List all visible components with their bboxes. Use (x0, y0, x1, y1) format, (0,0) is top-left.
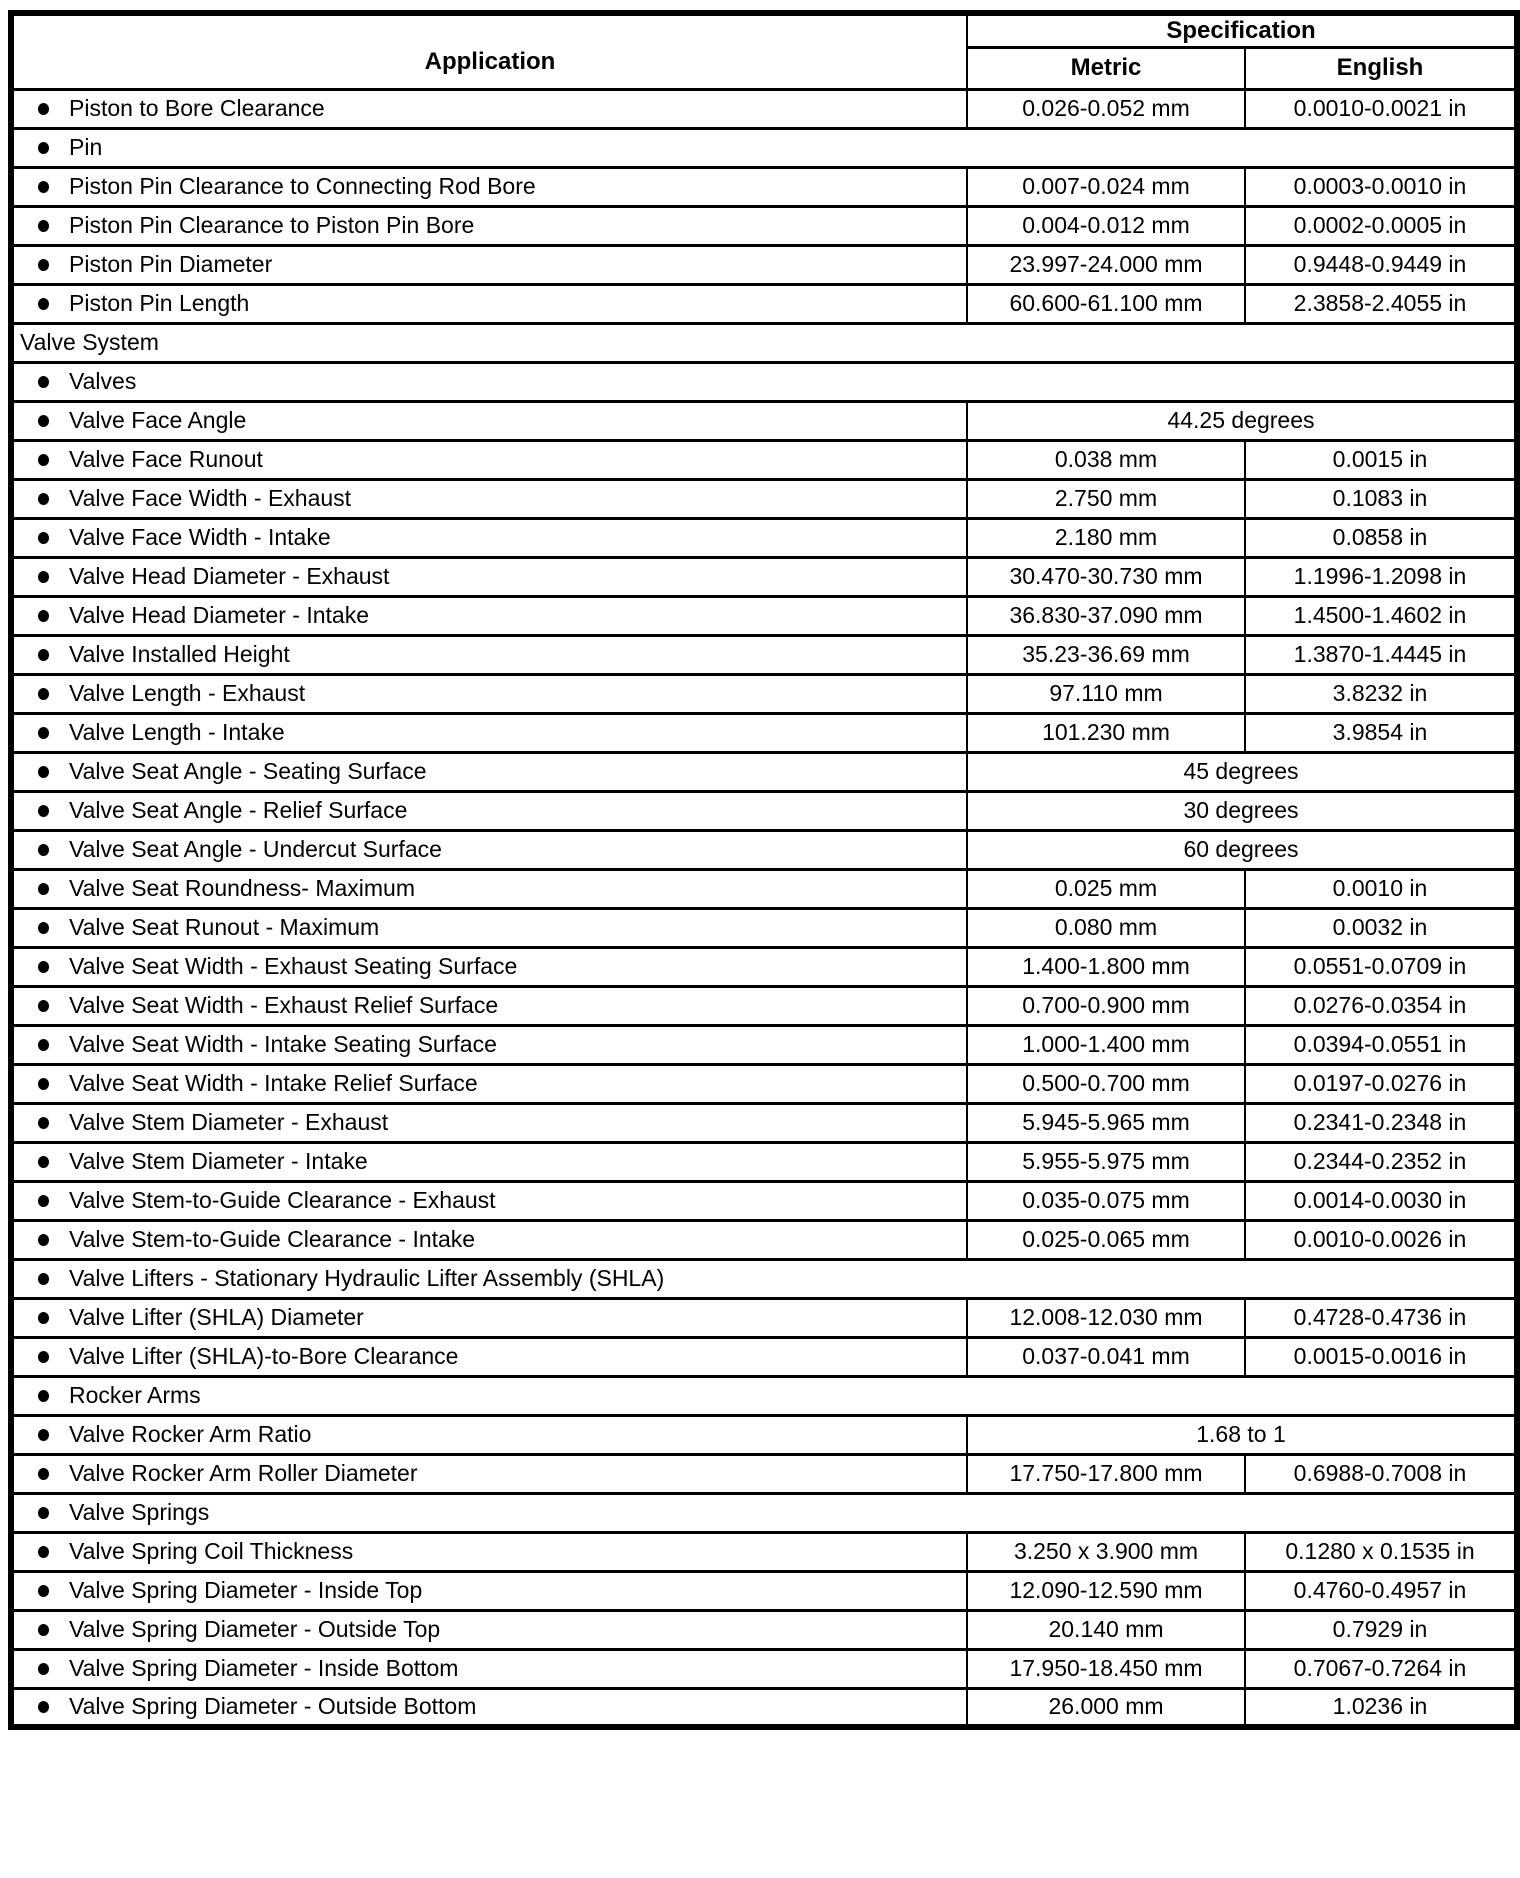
metric-value-cell: 0.700-0.900 mm (967, 986, 1245, 1025)
bullet-icon (38, 1624, 49, 1636)
table-row (11, 518, 1517, 557)
row-label: Valve Stem Diameter - Exhaust (69, 1109, 389, 1135)
metric-value-cell: 0.025-0.065 mm (967, 1220, 1245, 1259)
english-value-cell: 0.0032 in (1245, 908, 1517, 947)
metric-value-cell: 1.000-1.400 mm (967, 1025, 1245, 1064)
metric-column-header: Metric (967, 47, 1245, 89)
specification-table (8, 10, 1520, 1730)
bullet-icon (38, 1273, 49, 1285)
english-value-cell: 0.4760-0.4957 in (1245, 1571, 1517, 1610)
row-label: Piston to Bore Clearance (69, 95, 325, 121)
metric-value-cell: 12.008-12.030 mm (967, 1298, 1245, 1337)
bullet-icon (38, 1585, 49, 1597)
bullet-icon (38, 727, 49, 739)
bullet-icon (38, 454, 49, 466)
row-label: Valve Springs (69, 1499, 210, 1525)
bullet-icon (38, 883, 49, 895)
bullet-icon (38, 961, 49, 973)
specification-column-header: Specification (967, 13, 1517, 47)
metric-value-cell: 0.026-0.052 mm (967, 89, 1245, 128)
row-label: Valve System (20, 329, 159, 355)
table-row (11, 986, 1517, 1025)
spec-table-body (11, 89, 1517, 1727)
application-cell (11, 1493, 1517, 1532)
table-row (11, 596, 1517, 635)
metric-value-cell: 1.400-1.800 mm (967, 947, 1245, 986)
english-value-cell: 0.0002-0.0005 in (1245, 206, 1517, 245)
row-label: Valve Head Diameter - Exhaust (69, 563, 390, 589)
bullet-icon (38, 1546, 49, 1558)
metric-value-cell: 0.038 mm (967, 440, 1245, 479)
application-cell (11, 596, 967, 635)
bullet-icon (38, 1507, 49, 1519)
row-label: Valve Spring Coil Thickness (69, 1538, 354, 1564)
metric-value-cell: 23.997-24.000 mm (967, 245, 1245, 284)
row-label: Piston Pin Clearance to Connecting Rod Bore (69, 173, 536, 199)
application-cell (11, 1025, 967, 1064)
table-row (11, 830, 1517, 869)
merged-value-cell: 60 degrees (967, 830, 1517, 869)
bullet-icon (38, 259, 49, 271)
application-cell (11, 1064, 967, 1103)
row-label: Valve Installed Height (69, 641, 290, 667)
metric-value-cell: 17.750-17.800 mm (967, 1454, 1245, 1493)
bullet-icon (38, 610, 49, 622)
row-label: Valve Rocker Arm Ratio (69, 1421, 312, 1447)
bullet-icon (38, 376, 49, 388)
row-label: Valve Face Width - Intake (69, 524, 331, 550)
metric-value-cell: 97.110 mm (967, 674, 1245, 713)
row-label: Valve Lifters - Stationary Hydraulic Lifter Assembly (SHLA) (69, 1265, 665, 1291)
table-row (11, 674, 1517, 713)
bullet-icon (38, 1663, 49, 1675)
application-cell (11, 128, 1517, 167)
table-header (11, 13, 1517, 89)
metric-value-cell: 0.080 mm (967, 908, 1245, 947)
application-cell (11, 1220, 967, 1259)
table-row (11, 89, 1517, 128)
table-row (11, 479, 1517, 518)
row-label: Valve Stem-to-Guide Clearance - Intake (69, 1226, 476, 1252)
table-row (11, 245, 1517, 284)
application-cell (11, 1103, 967, 1142)
bullet-icon (38, 1390, 49, 1402)
bullet-icon (38, 103, 49, 115)
english-value-cell: 3.9854 in (1245, 713, 1517, 752)
application-cell (11, 830, 967, 869)
row-label: Valve Rocker Arm Roller Diameter (69, 1460, 418, 1486)
table-row (11, 713, 1517, 752)
row-label: Valve Seat Width - Exhaust Seating Surface (69, 953, 518, 979)
application-cell (11, 1415, 967, 1454)
bullet-icon (38, 1234, 49, 1246)
metric-value-cell: 20.140 mm (967, 1610, 1245, 1649)
section-row (11, 1493, 1517, 1532)
application-cell (11, 752, 967, 791)
row-label: Valve Face Width - Exhaust (69, 485, 352, 511)
application-cell (11, 557, 967, 596)
table-row (11, 284, 1517, 323)
row-label: Valve Stem-to-Guide Clearance - Exhaust (69, 1187, 496, 1213)
metric-value-cell: 0.025 mm (967, 869, 1245, 908)
application-cell (11, 713, 967, 752)
table-row (11, 1064, 1517, 1103)
row-label: Valves (69, 368, 137, 394)
bullet-icon (38, 1351, 49, 1363)
table-row (11, 440, 1517, 479)
table-row (11, 1454, 1517, 1493)
row-label: Valve Face Runout (69, 446, 263, 472)
bullet-icon (38, 1000, 49, 1012)
metric-value-cell: 101.230 mm (967, 713, 1245, 752)
bullet-icon (38, 298, 49, 310)
table-row (11, 1610, 1517, 1649)
application-cell (11, 986, 967, 1025)
bullet-icon (38, 766, 49, 778)
english-value-cell: 0.0015 in (1245, 440, 1517, 479)
application-cell (11, 1376, 1517, 1415)
bullet-icon (38, 1429, 49, 1441)
bullet-icon (38, 532, 49, 544)
metric-value-cell: 0.035-0.075 mm (967, 1181, 1245, 1220)
row-label: Piston Pin Clearance to Piston Pin Bore (69, 212, 475, 238)
application-cell (11, 401, 967, 440)
row-label: Valve Seat Angle - Relief Surface (69, 797, 408, 823)
metric-value-cell: 3.250 x 3.900 mm (967, 1532, 1245, 1571)
table-row (11, 1220, 1517, 1259)
section-row (11, 362, 1517, 401)
english-value-cell: 0.0010-0.0026 in (1245, 1220, 1517, 1259)
metric-value-cell: 0.004-0.012 mm (967, 206, 1245, 245)
application-cell (11, 869, 967, 908)
header-row-specification (11, 13, 1517, 47)
row-label: Valve Stem Diameter - Intake (69, 1148, 368, 1174)
application-cell (11, 674, 967, 713)
table-row (11, 1181, 1517, 1220)
row-label: Valve Seat Width - Intake Seating Surface (69, 1031, 497, 1057)
english-value-cell: 0.7929 in (1245, 1610, 1517, 1649)
english-value-cell: 0.0551-0.0709 in (1245, 947, 1517, 986)
bullet-icon (38, 220, 49, 232)
bullet-icon (38, 844, 49, 856)
metric-value-cell: 2.180 mm (967, 518, 1245, 557)
application-cell (11, 206, 967, 245)
english-value-cell: 0.0015-0.0016 in (1245, 1337, 1517, 1376)
section-row (11, 128, 1517, 167)
row-label: Valve Spring Diameter - Inside Bottom (69, 1655, 459, 1681)
bullet-icon (38, 181, 49, 193)
application-cell (11, 518, 967, 557)
application-cell (11, 635, 967, 674)
metric-value-cell: 2.750 mm (967, 479, 1245, 518)
application-cell (11, 167, 967, 206)
application-cell (11, 908, 967, 947)
application-cell (11, 1532, 967, 1571)
section-row (11, 323, 1517, 362)
metric-value-cell: 26.000 mm (967, 1688, 1245, 1727)
table-row (11, 1688, 1517, 1727)
application-cell (11, 1454, 967, 1493)
table-row (11, 791, 1517, 830)
table-row (11, 869, 1517, 908)
row-label: Valve Lifter (SHLA) Diameter (69, 1304, 364, 1330)
bullet-icon (38, 1078, 49, 1090)
table-row (11, 1025, 1517, 1064)
row-label: Pin (69, 134, 103, 160)
table-row (11, 167, 1517, 206)
bullet-icon (38, 649, 49, 661)
application-cell (11, 1337, 967, 1376)
english-value-cell: 3.8232 in (1245, 674, 1517, 713)
metric-value-cell: 0.037-0.041 mm (967, 1337, 1245, 1376)
merged-value-cell: 45 degrees (967, 752, 1517, 791)
merged-value-cell: 44.25 degrees (967, 401, 1517, 440)
application-cell (11, 791, 967, 830)
merged-value-cell: 1.68 to 1 (967, 1415, 1517, 1454)
table-row (11, 1337, 1517, 1376)
merged-value-cell: 30 degrees (967, 791, 1517, 830)
english-value-cell: 0.2341-0.2348 in (1245, 1103, 1517, 1142)
application-cell (11, 1298, 967, 1337)
english-value-cell: 0.1280 x 0.1535 in (1245, 1532, 1517, 1571)
row-label: Valve Seat Width - Intake Relief Surface (69, 1070, 478, 1096)
table-row (11, 1532, 1517, 1571)
application-cell (11, 479, 967, 518)
row-label: Valve Seat Width - Exhaust Relief Surface (69, 992, 499, 1018)
row-label: Valve Face Angle (69, 407, 247, 433)
application-column-header: Application (11, 13, 967, 89)
section-row (11, 1259, 1517, 1298)
metric-value-cell: 30.470-30.730 mm (967, 557, 1245, 596)
english-value-cell: 1.1996-1.2098 in (1245, 557, 1517, 596)
table-row (11, 635, 1517, 674)
row-label: Piston Pin Diameter (69, 251, 273, 277)
english-value-cell: 0.0197-0.0276 in (1245, 1064, 1517, 1103)
bullet-icon (38, 493, 49, 505)
metric-value-cell: 0.007-0.024 mm (967, 167, 1245, 206)
table-row (11, 1298, 1517, 1337)
row-label: Valve Seat Angle - Seating Surface (69, 758, 427, 784)
metric-value-cell: 12.090-12.590 mm (967, 1571, 1245, 1610)
english-value-cell: 0.9448-0.9449 in (1245, 245, 1517, 284)
application-cell (11, 1649, 967, 1688)
english-value-cell: 0.0858 in (1245, 518, 1517, 557)
english-value-cell: 0.0003-0.0010 in (1245, 167, 1517, 206)
english-value-cell: 2.3858-2.4055 in (1245, 284, 1517, 323)
metric-value-cell: 60.600-61.100 mm (967, 284, 1245, 323)
metric-value-cell: 5.945-5.965 mm (967, 1103, 1245, 1142)
metric-value-cell: 5.955-5.975 mm (967, 1142, 1245, 1181)
row-label: Valve Seat Runout - Maximum (69, 914, 380, 940)
metric-value-cell: 0.500-0.700 mm (967, 1064, 1245, 1103)
table-row (11, 206, 1517, 245)
metric-value-cell: 36.830-37.090 mm (967, 596, 1245, 635)
bullet-icon (38, 415, 49, 427)
row-label: Valve Seat Roundness- Maximum (69, 875, 415, 901)
row-label: Valve Seat Angle - Undercut Surface (69, 836, 442, 862)
table-row (11, 557, 1517, 596)
table-row (11, 1571, 1517, 1610)
application-cell (11, 1610, 967, 1649)
english-column-header: English (1245, 47, 1517, 89)
english-value-cell: 0.6988-0.7008 in (1245, 1454, 1517, 1493)
english-value-cell: 1.3870-1.4445 in (1245, 635, 1517, 674)
english-value-cell: 1.4500-1.4602 in (1245, 596, 1517, 635)
row-label: Valve Length - Exhaust (69, 680, 306, 706)
english-value-cell: 1.0236 in (1245, 1688, 1517, 1727)
english-value-cell: 0.1083 in (1245, 479, 1517, 518)
bullet-icon (38, 1195, 49, 1207)
english-value-cell: 0.2344-0.2352 in (1245, 1142, 1517, 1181)
bullet-icon (38, 1468, 49, 1480)
table-row (11, 908, 1517, 947)
application-cell (11, 89, 967, 128)
application-cell (11, 440, 967, 479)
english-value-cell: 0.4728-0.4736 in (1245, 1298, 1517, 1337)
table-row (11, 752, 1517, 791)
english-value-cell: 0.0276-0.0354 in (1245, 986, 1517, 1025)
application-cell (11, 284, 967, 323)
bullet-icon (38, 571, 49, 583)
bullet-icon (38, 1117, 49, 1129)
row-label: Piston Pin Length (69, 290, 250, 316)
bullet-icon (38, 142, 49, 154)
row-label: Valve Length - Intake (69, 719, 285, 745)
table-row (11, 1103, 1517, 1142)
bullet-icon (38, 1701, 49, 1713)
application-cell (11, 1259, 1517, 1298)
english-value-cell: 0.0010 in (1245, 869, 1517, 908)
section-row (11, 1376, 1517, 1415)
application-cell (11, 1688, 967, 1727)
english-value-cell: 0.7067-0.7264 in (1245, 1649, 1517, 1688)
row-label: Rocker Arms (69, 1382, 201, 1408)
bullet-icon (38, 1156, 49, 1168)
table-row (11, 1649, 1517, 1688)
metric-value-cell: 17.950-18.450 mm (967, 1649, 1245, 1688)
row-label: Valve Lifter (SHLA)-to-Bore Clearance (69, 1343, 459, 1369)
bullet-icon (38, 688, 49, 700)
application-cell (11, 1181, 967, 1220)
row-label: Valve Head Diameter - Intake (69, 602, 369, 628)
metric-value-cell: 35.23-36.69 mm (967, 635, 1245, 674)
application-cell (11, 1142, 967, 1181)
bullet-icon (38, 922, 49, 934)
application-cell (11, 362, 1517, 401)
row-label: Valve Spring Diameter - Outside Top (69, 1616, 441, 1642)
row-label: Valve Spring Diameter - Inside Top (69, 1577, 423, 1603)
table-row (11, 947, 1517, 986)
row-label: Valve Spring Diameter - Outside Bottom (69, 1693, 477, 1720)
bullet-icon (38, 805, 49, 817)
bullet-icon (38, 1039, 49, 1051)
application-cell (11, 1571, 967, 1610)
application-cell (11, 323, 1517, 362)
table-row (11, 1415, 1517, 1454)
english-value-cell: 0.0010-0.0021 in (1245, 89, 1517, 128)
table-row (11, 401, 1517, 440)
bullet-icon (38, 1312, 49, 1324)
english-value-cell: 0.0014-0.0030 in (1245, 1181, 1517, 1220)
application-cell (11, 245, 967, 284)
application-cell (11, 947, 967, 986)
english-value-cell: 0.0394-0.0551 in (1245, 1025, 1517, 1064)
table-row (11, 1142, 1517, 1181)
